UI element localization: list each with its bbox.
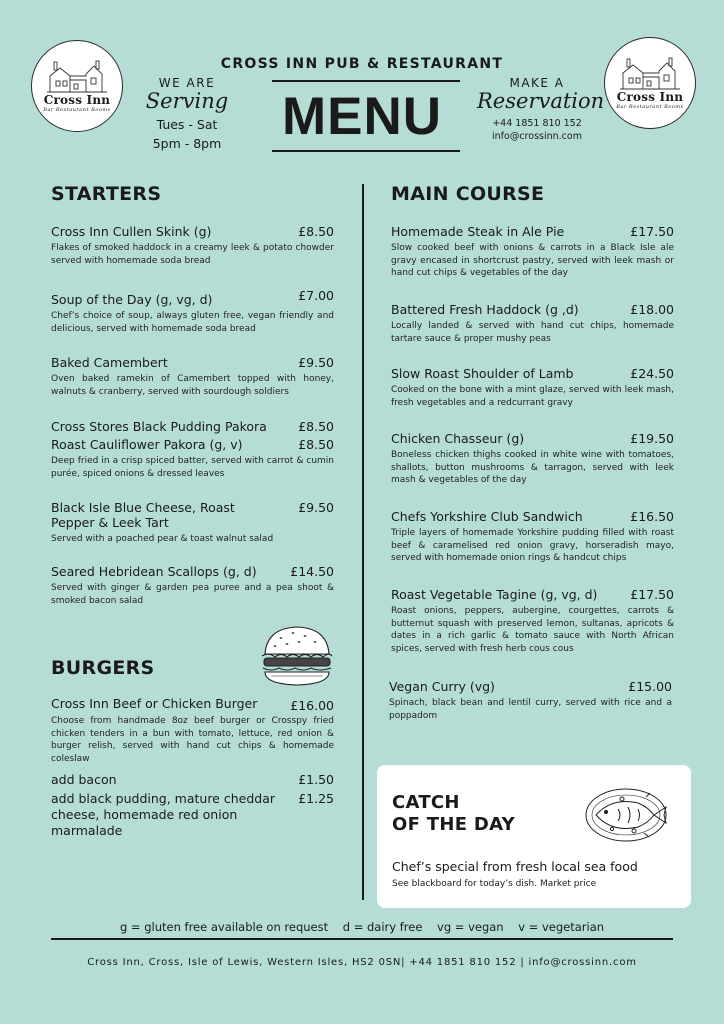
item-price: £18.00	[630, 302, 674, 317]
item-price: £16.50	[630, 509, 674, 524]
catch-title-line2: OF THE DAY	[392, 814, 515, 835]
item-name: Vegan Curry (vg)	[389, 679, 495, 694]
item-price: £17.50	[630, 224, 674, 239]
item-name: Chefs Yorkshire Club Sandwich	[391, 509, 583, 524]
reservation-label: MAKE A	[509, 76, 565, 90]
item-price: £14.50	[290, 564, 334, 579]
item-price: £19.50	[630, 431, 674, 446]
menu-item	[51, 355, 334, 398]
menu-item	[391, 302, 674, 345]
item-price: £8.50	[298, 419, 334, 434]
reservation-phone[interactable]: +44 1851 810 152	[492, 118, 582, 129]
item-description: Spinach, black bean and lentil curry, served with rice and a poppadom	[389, 698, 672, 721]
menu-item	[51, 224, 334, 267]
item-name: Roast Vegetable Tagine (g, vg, d)	[391, 587, 598, 602]
menu-item	[391, 366, 674, 409]
menu-item	[51, 696, 334, 765]
item-name: Soup of the Day (g, vg, d)	[51, 292, 213, 307]
item-description: Deep fried in a crisp spiced batter, served with carrot & cumin purée, spiced onions & dressed leaves	[51, 456, 334, 479]
serving-hours: 5pm - 8pm	[152, 136, 222, 151]
menu-item	[391, 224, 674, 280]
catch-of-the-day-card	[377, 765, 691, 908]
fish-platter-icon	[582, 779, 672, 847]
item-price: £16.00	[290, 698, 334, 713]
item-price: £17.50	[630, 587, 674, 602]
item-price: £9.50	[298, 355, 334, 370]
menu-item	[389, 679, 672, 722]
pub-name: CROSS INN PUB & RESTAURANT	[220, 56, 504, 72]
menu-item	[51, 500, 334, 546]
item-description: Served with a poached pear & toast walnut salad	[51, 534, 274, 544]
catch-subtitle: Chef’s special from fresh local sea food	[392, 859, 638, 874]
header-rule-top	[272, 80, 460, 82]
footer-rule	[51, 938, 673, 940]
item-price: £7.00	[298, 288, 334, 303]
item-description: Triple layers of homemade Yorkshire pudding filled with roast beef & caramelised red onion gravy, horseradish mayo, served with homemade onion rings & handcut chips	[391, 528, 674, 563]
addon-name: add black pudding, mature cheddar cheese, homemade red onion marmalade	[51, 791, 275, 838]
catch-note: See blackboard for today’s dish. Market price	[392, 879, 597, 889]
menu-item	[51, 288, 334, 335]
item-description: Roast onions, peppers, aubergine, courgettes, carrots & butternut squash with preserved lemon, sultanas, apricots & dates in a rich garlic & tomato sauce with North African spices, served with fresh herb cous cous	[391, 606, 674, 654]
starters-title: STARTERS	[51, 183, 162, 205]
addon-name: add bacon	[51, 772, 117, 787]
menu-item	[391, 431, 674, 487]
logo-tagline: Bar Restaurant Rooms	[616, 103, 684, 110]
item-name: Cross Inn Beef or Chicken Burger	[51, 696, 258, 711]
reservation-block	[477, 76, 605, 143]
item-price: £9.50	[298, 500, 334, 515]
addon-price: £1.50	[298, 772, 334, 787]
reservation-email[interactable]: info@crossinn.com	[492, 131, 582, 142]
dietary-legend: g = gluten free available on request d = dairy free vg = vegan v = vegetarian	[119, 920, 605, 934]
item-description: Choose from handmade 8oz beef burger or Crosspy fried chicken tenders in a bun with tomato, lettuce, red onion & burger relish, served with hand cut chips & homemade coleslaw	[51, 716, 334, 764]
logo-right	[604, 37, 696, 129]
item-name: Baked Camembert	[51, 355, 168, 370]
menu-item	[51, 419, 334, 480]
item-name: Cross Stores Black Pudding Pakora	[51, 419, 267, 434]
serving-script: Serving	[145, 89, 229, 113]
item-name: Black Isle Blue Cheese, Roast Pepper & Leek Tart	[51, 500, 235, 530]
main-course-title: MAIN COURSE	[391, 183, 545, 205]
serving-block	[132, 76, 242, 153]
header-rule-bottom	[272, 150, 460, 152]
item-name: Cross Inn Cullen Skink (g)	[51, 224, 212, 239]
serving-label: WE ARE	[158, 76, 216, 90]
item-name: Battered Fresh Haddock (g ,d)	[391, 302, 579, 317]
item-description: Boneless chicken thighs cooked in white wine with tomatoes, shallots, button mushrooms & tarragon, served with leek mash & vegetables of the day	[391, 450, 674, 485]
item-description: Oven baked ramekin of Camembert topped with honey, walnuts & cranberry, served with sourdough soldiers	[51, 374, 334, 397]
item-description: Flakes of smoked haddock in a creamy leek & potato chowder served with homemade soda bread	[51, 243, 334, 266]
item-description: Served with ginger & garden pea puree and a pea shoot & smoked bacon salad	[51, 583, 334, 606]
catch-title-line1: CATCH	[392, 792, 460, 813]
item-name: Homemade Steak in Ale Pie	[391, 224, 565, 239]
column-divider	[362, 184, 364, 900]
logo-tagline: Bar Restaurant Rooms	[43, 106, 111, 113]
footer-contact: Cross Inn, Cross, Isle of Lewis, Western Isles, HS2 0SN| +44 1851 810 152 | info@crossinn.com	[87, 957, 637, 968]
menu-item	[391, 587, 674, 655]
item-name: Seared Hebridean Scallops (g, d)	[51, 564, 257, 579]
addon-price: £1.25	[298, 791, 334, 806]
addon-item	[51, 772, 334, 787]
pub-building-icon	[46, 60, 108, 94]
page-title: MENU	[281, 87, 443, 146]
burgers-title: BURGERS	[51, 657, 155, 679]
item-name: Roast Cauliflower Pakora (g, v)	[51, 437, 243, 452]
pub-building-icon	[619, 57, 681, 91]
addon-item	[51, 791, 334, 839]
logo-left	[31, 40, 123, 132]
logo-name: Cross Inn	[43, 92, 111, 107]
reservation-script: Reservation	[477, 89, 605, 113]
item-description: Locally landed & served with hand cut chips, homemade tartare sauce & proper mushy peas	[391, 321, 674, 344]
menu-item	[391, 509, 674, 565]
logo-name: Cross Inn	[616, 89, 684, 104]
item-description: Slow cooked beef with onions & carrots in a Black Isle ale gravy encased in shortcrust pastry, served with leek mash or hand cut chips & vegetables of the day	[391, 243, 674, 278]
item-price: £24.50	[630, 366, 674, 381]
menu-item	[51, 564, 334, 607]
item-price: £8.50	[298, 437, 334, 452]
item-price: £15.00	[628, 679, 672, 694]
item-description: Chef’s choice of soup, always gluten free, vegan friendly and delicious, served with homemade soda bread	[51, 311, 334, 334]
item-name: Slow Roast Shoulder of Lamb	[391, 366, 574, 381]
item-description: Cooked on the bone with a mint glaze, served with leek mash, fresh vegetables and a redcurrant gravy	[391, 385, 674, 408]
item-name: Chicken Chasseur (g)	[391, 431, 525, 446]
item-price: £8.50	[298, 224, 334, 239]
burger-icon	[259, 624, 335, 690]
serving-days: Tues - Sat	[156, 117, 218, 132]
